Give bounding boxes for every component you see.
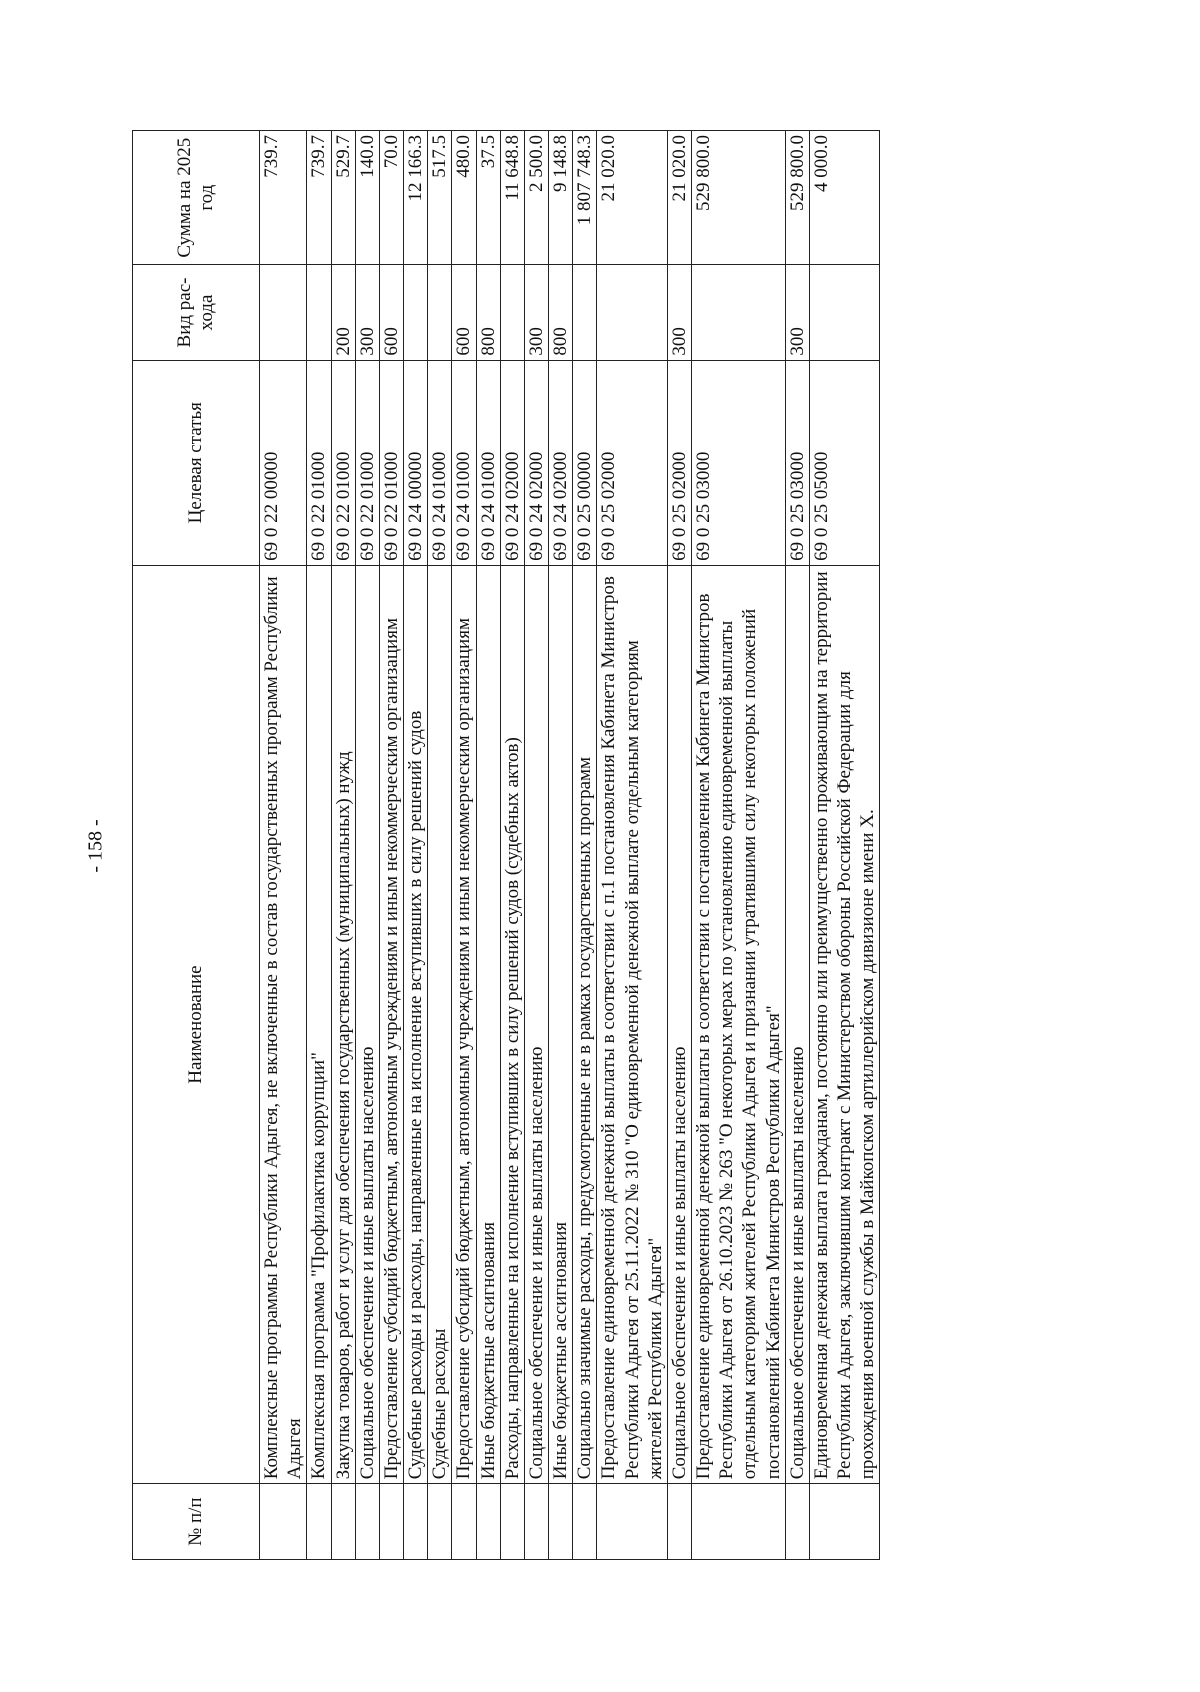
- table-body: [260, 131, 880, 1560]
- cell-name: Предоставление единовременной денежной выплаты в соответствии с постановлением Кабинета Министров Республики Адыгея от 26.10.2023 № 263 "О некоторых мерах по установлению единовременной выплаты отдельным категориям жителей Республики Адыгея и признании утратившими силу некоторых положений постановлений Кабинета Министров Республики Адыгея": [692, 565, 786, 1483]
- cell-target: 69 0 22 01000: [331, 360, 355, 565]
- table-row: [809, 131, 880, 1560]
- cell-amount: 517.5: [428, 131, 452, 265]
- header-vid: Вид рас-хода: [133, 265, 260, 360]
- cell-vid: [428, 265, 452, 360]
- cell-name: Судебные расходы и расходы, направленные на исполнение вступивших в силу решений судов: [404, 565, 428, 1483]
- cell-target: 69 0 24 01000: [452, 360, 476, 565]
- cell-target: 69 0 22 01000: [379, 360, 403, 565]
- table-row: [573, 131, 597, 1560]
- cell-name: Иные бюджетные ассигнования: [476, 565, 500, 1483]
- table-row: [524, 131, 548, 1560]
- cell-name: Иные бюджетные ассигнования: [549, 565, 573, 1483]
- table-row: [307, 131, 331, 1560]
- cell-num: [331, 1484, 355, 1560]
- header-name: Наименование: [133, 565, 260, 1483]
- cell-target: 69 0 25 03000: [692, 360, 786, 565]
- table-row: [476, 131, 500, 1560]
- table-row: [597, 131, 668, 1560]
- cell-amount: 21 020.0: [667, 131, 691, 265]
- header-target: Целевая статья: [133, 360, 260, 565]
- cell-target: 69 0 24 01000: [476, 360, 500, 565]
- cell-target: 69 0 25 02000: [667, 360, 691, 565]
- table-header-row: [133, 131, 260, 1560]
- cell-amount: 11 648.8: [500, 131, 524, 265]
- cell-vid: 800: [549, 265, 573, 360]
- cell-name: Социальное обеспечение и иные выплаты населению: [524, 565, 548, 1483]
- cell-target: 69 0 24 00000: [404, 360, 428, 565]
- cell-target: 69 0 22 01000: [355, 360, 379, 565]
- cell-num: [355, 1484, 379, 1560]
- cell-num: [476, 1484, 500, 1560]
- cell-num: [500, 1484, 524, 1560]
- cell-target: 69 0 25 03000: [785, 360, 809, 565]
- budget-table: [132, 130, 880, 1560]
- cell-name: Социально значимые расходы, предусмотренные не в рамках государственных программ: [573, 565, 597, 1483]
- cell-num: [428, 1484, 452, 1560]
- header-num: № п/п: [133, 1484, 260, 1560]
- cell-target: 69 0 24 01000: [428, 360, 452, 565]
- cell-amount: 140.0: [355, 131, 379, 265]
- cell-target: 69 0 24 02000: [500, 360, 524, 565]
- cell-num: [379, 1484, 403, 1560]
- table-row: [452, 131, 476, 1560]
- cell-vid: 600: [379, 265, 403, 360]
- cell-name: Социальное обеспечение и иные выплаты населению: [355, 565, 379, 1483]
- cell-num: [667, 1484, 691, 1560]
- cell-num: [785, 1484, 809, 1560]
- cell-vid: [597, 265, 668, 360]
- cell-num: [260, 1484, 307, 1560]
- cell-num: [549, 1484, 573, 1560]
- cell-name: Социальное обеспечение и иные выплаты населению: [785, 565, 809, 1483]
- cell-target: 69 0 24 02000: [549, 360, 573, 565]
- table-row: [549, 131, 573, 1560]
- cell-target: 69 0 25 00000: [573, 360, 597, 565]
- cell-name: Судебные расходы: [428, 565, 452, 1483]
- cell-vid: [692, 265, 786, 360]
- cell-num: [452, 1484, 476, 1560]
- cell-amount: 480.0: [452, 131, 476, 265]
- cell-vid: [809, 265, 880, 360]
- cell-amount: 739.7: [260, 131, 307, 265]
- cell-num: [692, 1484, 786, 1560]
- cell-target: 69 0 24 02000: [524, 360, 548, 565]
- cell-name: Расходы, направленные на исполнение вступивших в силу решений судов (судебных актов): [500, 565, 524, 1483]
- cell-num: [404, 1484, 428, 1560]
- cell-name: Предоставление единовременной денежной выплаты в соответствии с п.1 постановления Кабинета Министров Республики Адыгея от 25.11.2022 № 310 "О единовременной денежной выплате отдельным категориям жителей Республики Адыгея": [597, 565, 668, 1483]
- page-number: - 158 -: [84, 819, 107, 873]
- cell-vid: [500, 265, 524, 360]
- cell-amount: 37.5: [476, 131, 500, 265]
- cell-vid: [404, 265, 428, 360]
- cell-amount: 12 166.3: [404, 131, 428, 265]
- cell-vid: 300: [667, 265, 691, 360]
- cell-name: Закупка товаров, работ и услуг для обеспечения государственных (муниципальных) нужд: [331, 565, 355, 1483]
- cell-vid: 800: [476, 265, 500, 360]
- table-row: [260, 131, 307, 1560]
- cell-num: [573, 1484, 597, 1560]
- cell-name: Единовременная денежная выплата гражданам, постоянно или преимущественно проживающим на территории Республики Адыгея, заключившим контракт с Министерством обороны Российской Федерации для прохождения военной службы в Майкопском артиллерийском дивизионе имени Х.: [809, 565, 880, 1483]
- cell-vid: 200: [331, 265, 355, 360]
- table-row: [331, 131, 355, 1560]
- cell-amount: 529 800.0: [785, 131, 809, 265]
- cell-amount: 529.7: [331, 131, 355, 265]
- cell-name: Комплексные программы Республики Адыгея, не включенные в состав государственных программ Республики Адыгея: [260, 565, 307, 1483]
- table-row: [500, 131, 524, 1560]
- cell-amount: 70.0: [379, 131, 403, 265]
- cell-name: Предоставление субсидий бюджетным, автономным учреждениям и иным некоммерческим организациям: [379, 565, 403, 1483]
- table-row: [355, 131, 379, 1560]
- table-row: [404, 131, 428, 1560]
- cell-num: [524, 1484, 548, 1560]
- cell-vid: [260, 265, 307, 360]
- cell-amount: 1 807 748.3: [573, 131, 597, 265]
- table-row: [692, 131, 786, 1560]
- table-row: [428, 131, 452, 1560]
- cell-name: Предоставление субсидий бюджетным, автономным учреждениям и иным некоммерческим организациям: [452, 565, 476, 1483]
- header-amount: Сумма на 2025 год: [133, 131, 260, 265]
- table-row: [379, 131, 403, 1560]
- cell-num: [307, 1484, 331, 1560]
- cell-amount: 739.7: [307, 131, 331, 265]
- cell-amount: 4 000.0: [809, 131, 880, 265]
- cell-vid: 600: [452, 265, 476, 360]
- cell-target: 69 0 22 00000: [260, 360, 307, 565]
- cell-target: 69 0 25 02000: [597, 360, 668, 565]
- cell-amount: 9 148.8: [549, 131, 573, 265]
- cell-amount: 529 800.0: [692, 131, 786, 265]
- budget-table-rotated-canvas: [132, 130, 1092, 1560]
- cell-name: Комплексная программа "Профилактика коррупции": [307, 565, 331, 1483]
- table-row: [667, 131, 691, 1560]
- cell-vid: 300: [524, 265, 548, 360]
- cell-vid: [573, 265, 597, 360]
- cell-num: [809, 1484, 880, 1560]
- cell-vid: [307, 265, 331, 360]
- cell-num: [597, 1484, 668, 1560]
- table-row: [785, 131, 809, 1560]
- cell-target: 69 0 25 05000: [809, 360, 880, 565]
- cell-vid: 300: [355, 265, 379, 360]
- cell-name: Социальное обеспечение и иные выплаты населению: [667, 565, 691, 1483]
- cell-target: 69 0 22 01000: [307, 360, 331, 565]
- cell-amount: 21 020.0: [597, 131, 668, 265]
- cell-amount: 2 500.0: [524, 131, 548, 265]
- cell-vid: 300: [785, 265, 809, 360]
